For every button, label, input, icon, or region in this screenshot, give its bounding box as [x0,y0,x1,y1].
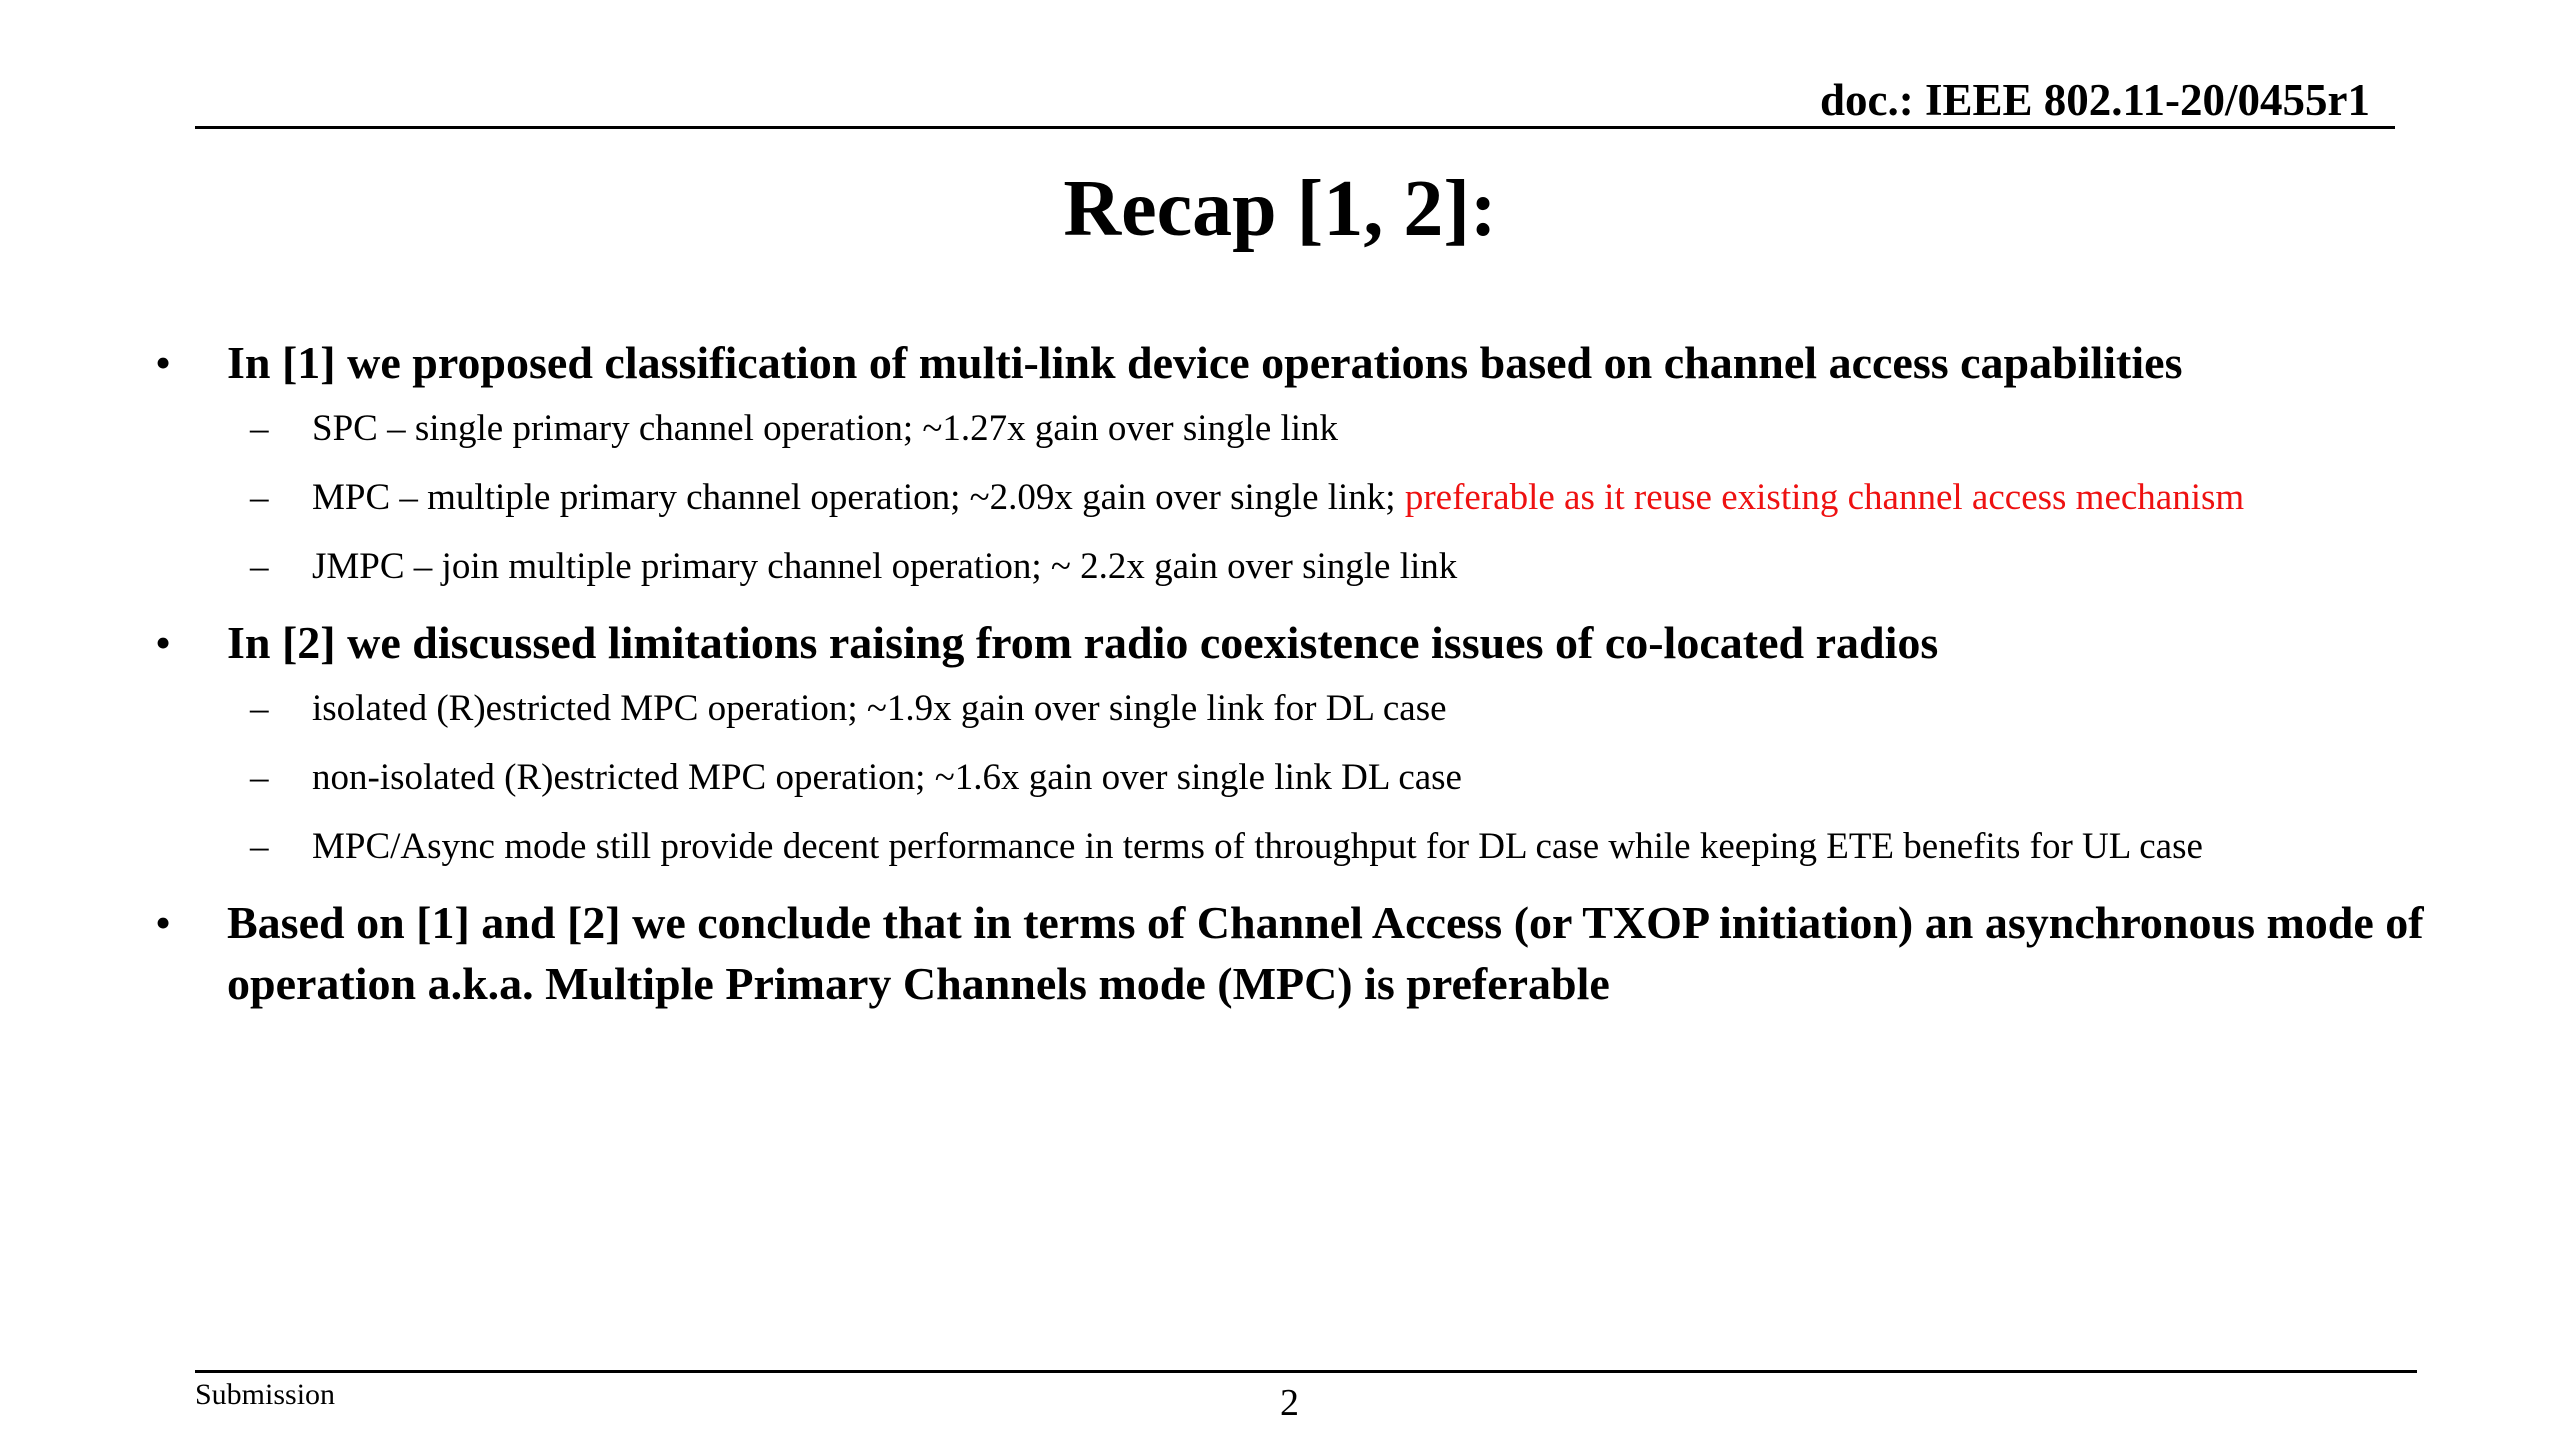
sub-item-text: non-isolated (R)estricted MPC operation; ~1.6x gain over single link DL case [312,757,1462,798]
slide-title: Recap [1, 2]: [1063,165,1497,253]
sub-item-text: MPC/Async mode still provide decent performance in terms of throughput for DL case while keeping ETE benefits for UL case [312,826,2203,867]
sub-item [150,823,2430,871]
sub-item [150,543,2430,591]
dash-icon: – [250,477,269,518]
page-number: 2 [1280,1382,1299,1424]
bullet-item [150,612,2430,673]
bullet-dot-icon: • [155,337,172,388]
bullet-dot-icon: • [155,897,172,948]
document-id: doc.: IEEE 802.11-20/0455r1 [1819,75,2370,125]
sub-item-text: isolated (R)estricted MPC operation; ~1.9x gain over single link for DL case [312,688,1447,729]
sub-item-highlight: preferable as it reuse existing channel access mechanism [1404,477,2245,518]
dash-icon: – [250,688,269,729]
dash-icon: – [250,546,269,587]
bullet-text: Based on [1] and [2] we conclude that in terms of Channel Access (or TXOP initiation) an asynchronous mode of operation a.k.a. Multiple Primary Channels mode (MPC) is preferable [227,897,2424,1009]
bullet-text: In [1] we proposed classification of multi-link device operations based on channel access capabilities [227,337,2183,388]
submission-label: Submission [195,1378,336,1411]
sub-item [150,754,2430,802]
dash-icon: – [250,408,269,449]
dash-icon: – [250,826,269,867]
dash-icon: – [250,757,269,798]
sub-item-text: JMPC – join multiple primary channel operation; ~ 2.2x gain over single link [312,546,1458,587]
header-divider [195,126,2395,129]
footer-divider [195,1370,2417,1373]
sub-item-text: SPC – single primary channel operation; ~1.27x gain over single link [312,408,1339,449]
bullet-item [150,332,2430,393]
sub-item [150,405,2430,453]
sub-item [150,474,2430,522]
slide-body [150,332,2430,1026]
sub-list [150,685,2430,871]
bullet-item [150,892,2430,1014]
sub-list [150,405,2430,591]
bullet-text: In [2] we discussed limitations raising from radio coexistence issues of co-located radios [227,617,1939,668]
sub-item [150,685,2430,733]
bullet-dot-icon: • [155,617,172,668]
sub-item-text: MPC – multiple primary channel operation; ~2.09x gain over single link; [312,477,1405,518]
